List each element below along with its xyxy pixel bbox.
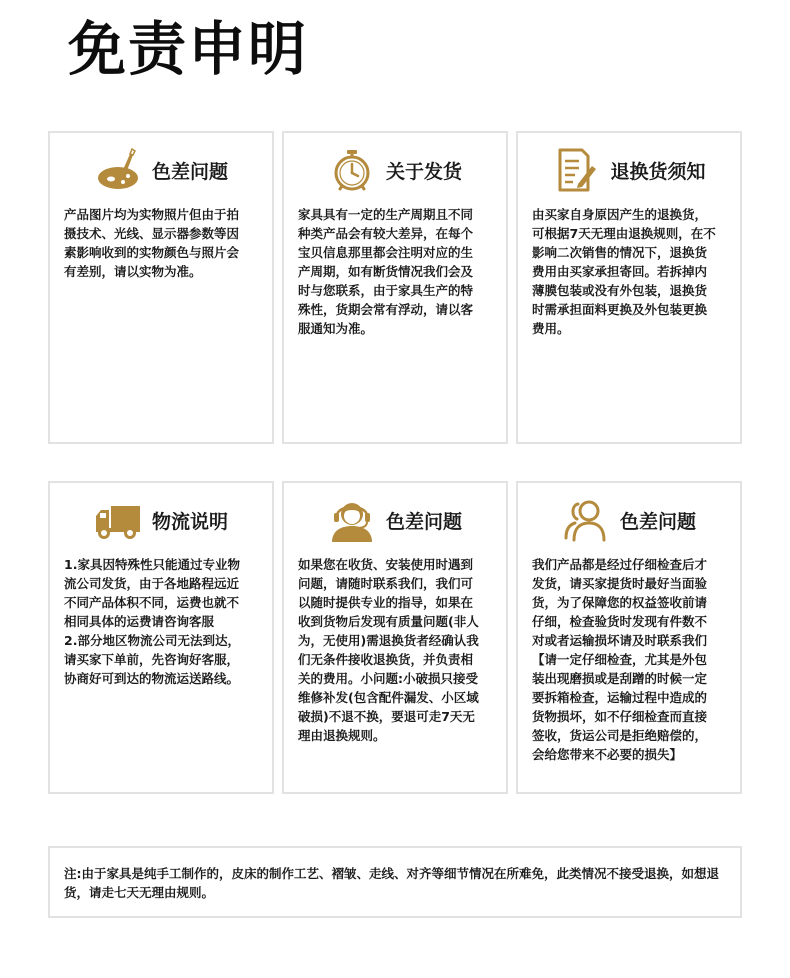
card-shipping [282,131,508,444]
card-body: 如果您在收货、安装使用时遇到 问题，请随时联系我们，我们可 以随时提供专业的指导，如果在 收到货物后发现有质量问题(非人 为，无使用)需退换货者经确认我 们无条件接收退换货，并负责相 关的费用。小问题:小破损只接受 维修补发(包含配件漏发、小区域 破损)不退不换，要退可走7天无 理由退换规则。 [298,557,479,743]
headset-agent-icon [328,496,376,544]
card-header [518,495,740,545]
card-header [284,145,506,195]
card-header [50,495,272,545]
palette-icon [94,146,142,194]
card-body: 产品图片均为实物照片但由于拍 摄技术、光线、显示器参数等因 素影响收到的实物颜色与照片会 有差别，请以实物为准。 [64,207,240,279]
card-inspection [516,481,742,794]
card-body: 家具具有一定的生产周期且不同 种类产品会有较大差异，在每个 宝贝信息那里都会注明对应的生 产周期，如有断货情况我们会及 时与您联系，由于家具生产的特 殊性，货期会常有浮动，请以客 服通知为准。 [298,207,474,336]
card-logistics [48,481,274,794]
users-icon [562,496,610,544]
card-header [284,495,506,545]
note-card [48,846,742,918]
card-returns [516,131,742,444]
card-title: 退换货须知 [610,160,706,183]
card-title: 关于发货 [385,160,462,183]
card-after-sales [282,481,508,794]
card-title: 色差问题 [619,510,696,533]
document-pen-icon [552,146,600,194]
card-body: 我们产品都是经过仔细检查后才 发货，请买家提货时最好当面验 货，为了保障您的权益签收前请 仔细，检查验货时发现有件数不 对或者运输损坏请及时联系我们 【请一定仔细检查，尤其是外包 装出现磨损或是刮蹭的时候一定 要拆箱检查，运输过程中造成的 货物损坏，如不仔细检查而直接 签收，货运公司是拒绝赔偿的， 会给您带来不必要的损失】 [532,557,708,762]
card-color-difference [48,131,274,444]
card-body: 由买家自身原因产生的退换货， 可根据7天无理由退换规则，在不 影响二次销售的情况下，退换货 费用由买家承担寄回。若拆掉内 薄膜包装或没有外包装，退换货 时需承担面料更换及外包装更换 费用。 [532,207,716,336]
alarm-clock-icon [328,146,376,194]
card-body: 1.家具因特殊性只能通过专业物 流公司发货，由于各地路程远近 不同产品体积不同，运费也就不 相同具体的运费请咨询客服 2.部分地区物流公司无法到达， 请买家下单前，先咨询好客服， 协商好可到达的物流运送路线。 [64,557,240,686]
card-header [518,145,740,195]
card-title: 物流说明 [151,510,228,533]
truck-icon [94,496,142,544]
card-title: 色差问题 [385,510,462,533]
card-header [50,145,272,195]
note-text: 注:由于家具是纯手工制作的，皮床的制作工艺、褶皱、走线、对齐等细节情况在所难免，此类情况不接受退换，如想退货，请走七天无理由规则。 [64,866,720,900]
page-title: 免责申明 [68,15,309,83]
card-title: 色差问题 [151,160,228,183]
